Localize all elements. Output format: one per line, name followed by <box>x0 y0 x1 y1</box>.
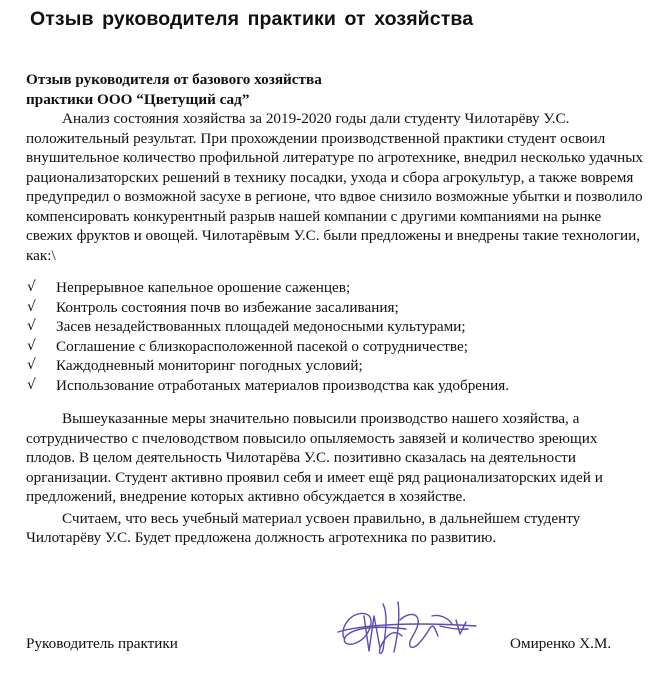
list-item-text: Использование отработаных материалов производства как удобрения. <box>56 376 510 394</box>
supervisor-name: Омиренко Х.М. <box>510 635 612 652</box>
signature-line <box>26 634 626 654</box>
checkmark-icon: √ <box>27 376 36 393</box>
list-item <box>26 317 646 337</box>
list-item-text: Засев незадействованных площадей медоносными культурами; <box>56 318 466 335</box>
list-item <box>26 337 646 357</box>
review-document <box>26 70 646 548</box>
paragraph-analysis: Анализ состояния хозяйства за 2019-2020 годы дали студенту Чилотарёву У.С. положительный результат. При прохождении производственной практики студент освоил внушительное количество профильной литературе по агротехнике, внедрил несколько удачных рационализаторских решений в технику посадки, ухода и сбора агрокультур, а также вовремя предупредил о возможной засухе в регионе, что вдвое снизило возможные убытки и позволило компенсировать конкурентный разрыв нашей компании с другими компаниями на рынке свежих фруктов и овощей. Чилотарёвым У.С. были предложены и внедрены такие технологии, как:\ <box>26 110 644 264</box>
paragraph-conclusion: Считаем, что весь учебный материал усвоен правильно, в дальнейшем студенту Чилотарёву У.С. Будет предложена должность агротехника по развитию. <box>26 509 581 546</box>
checkmark-icon: √ <box>27 337 36 354</box>
technology-checklist <box>26 278 646 395</box>
document-heading-line2: практики ООО “Цветущий сад” <box>26 90 250 108</box>
page-title: Отзыв руководителя практики от хозяйства <box>30 8 474 30</box>
list-item <box>26 298 646 318</box>
list-item-text: Непрерывное капельное орошение саженцев; <box>56 279 351 296</box>
supervisor-label: Руководитель практики <box>26 635 178 652</box>
document-heading <box>26 70 646 109</box>
document-heading-line1: Отзыв руководителя от базового хозяйства <box>26 71 322 88</box>
list-item-text: Соглашение с близкорасположенной пасекой о сотрудничестве; <box>56 337 468 355</box>
checkmark-icon: √ <box>27 279 36 295</box>
list-item <box>26 356 646 376</box>
signature-image <box>336 596 484 666</box>
checkmark-icon: √ <box>27 318 36 334</box>
list-item-text: Контроль состояния почв во избежание засаливания; <box>56 298 399 316</box>
list-item <box>26 376 646 396</box>
checkmark-icon: √ <box>27 298 36 315</box>
list-item <box>26 278 646 298</box>
checkmark-icon: √ <box>27 357 36 373</box>
list-item-text: Каждодневный мониторинг погодных условий; <box>56 357 363 374</box>
paragraph-results: Вышеуказанные меры значительно повысили производство нашего хозяйства, а сотрудничество с пчеловодством повысило опыляемость завязей и количество зреющих плодов. В целом деятельность Чилотарёва У.С. позитивно сказалась на деятельности организации. Студент активно проявил себя и имеет ещё ряд рационализаторских идей и предложений, внедрение которых активно обсуждается в хозяйстве. <box>26 410 603 505</box>
